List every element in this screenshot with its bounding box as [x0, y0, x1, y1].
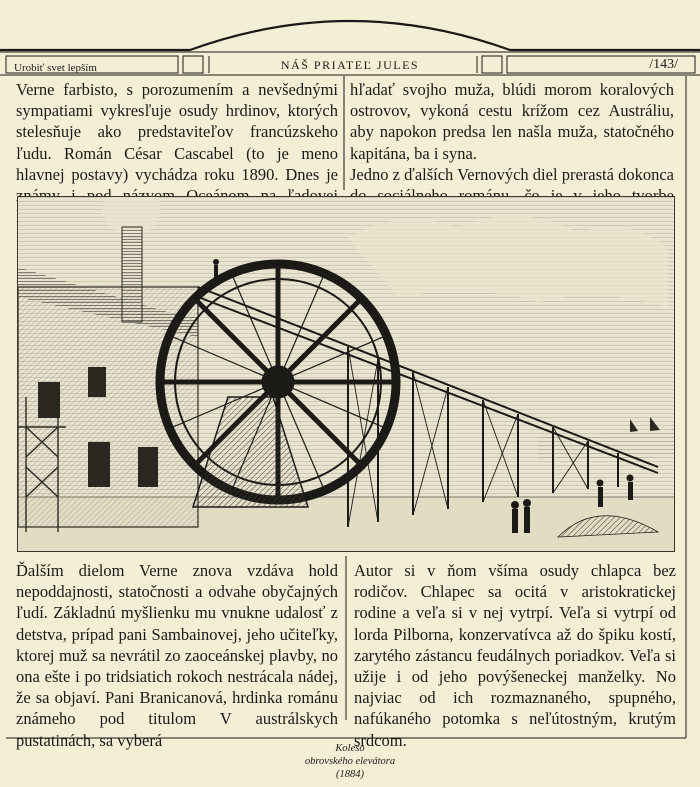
figure-caption — [250, 742, 450, 781]
paragraph: Autor si v ňom všíma osudy chlapca bez rodičov. Chlapec sa ocitá v aristokratickej rodine a veľa si v nej vytrpí. Veľa si vytrpí od lorda Pilborna, konzervatívca až do špiku kostí, zarytého zástancu feudálnych poriadkov. Veľa si užije i od jeho povýšeneckej manželky. No najviac od ich rozmaznaného, spupného, nafúkaného potomka s neľútostným, krutým srdcom. — [354, 561, 676, 750]
elevator-wheel-engraving — [18, 197, 674, 551]
paragraph: Ďalším dielom Verne znova vzdáva hold nepoddajnosti, statočnosti a odvahe obyčajných ľudí. Základnú myšlienku mu vnukne udalosť z detstva, prípad pani Sambainovej, jeho učiteľky, ktorej muž sa nevrátil zo zaoceánskej plavby, no ona ešte i po tridsiatich rokoch nestrácala nádej, že sa objaví. Pani Branicanová, hrdinka románu známeho pod titulom V austrálskych pustatinách, sa vyberá — [16, 561, 338, 750]
text-column-bottom-left — [16, 560, 338, 751]
paragraph: hľadať svojho muža, blúdi morom koralových ostrovov, vykoná cestu krížom cez Austráliu, aby napokon predsa len našla muža, statočného kapitána, ba i syna. — [350, 80, 674, 163]
running-section-label: Urobiť svet lepším — [14, 62, 97, 74]
caption-line-year: (1884) — [336, 769, 364, 780]
caption-line-title: Koleso — [335, 743, 365, 754]
engraving-illustration — [17, 196, 675, 552]
paragraph: Jedno z ďalších Vernových diel prerastá dokonca — [350, 164, 674, 184]
running-title: NÁŠ PRIATEĽ JULES — [280, 58, 420, 72]
caption-line-subtitle: obrovského elevátora — [304, 756, 396, 767]
page-number: /143/ — [649, 57, 678, 72]
text-column-bottom-right — [354, 560, 676, 751]
paragraph: Verne farbisto, s porozumením a nevšednými sympatiami vykresľuje osudy hrdinov, ktorých stelesňuje ako predstaviteľov francúzskeho ľudu. Román César Cascabel (to je meno hlavnej postavy) vychádza roku 1890. Dnes je — [16, 80, 338, 184]
